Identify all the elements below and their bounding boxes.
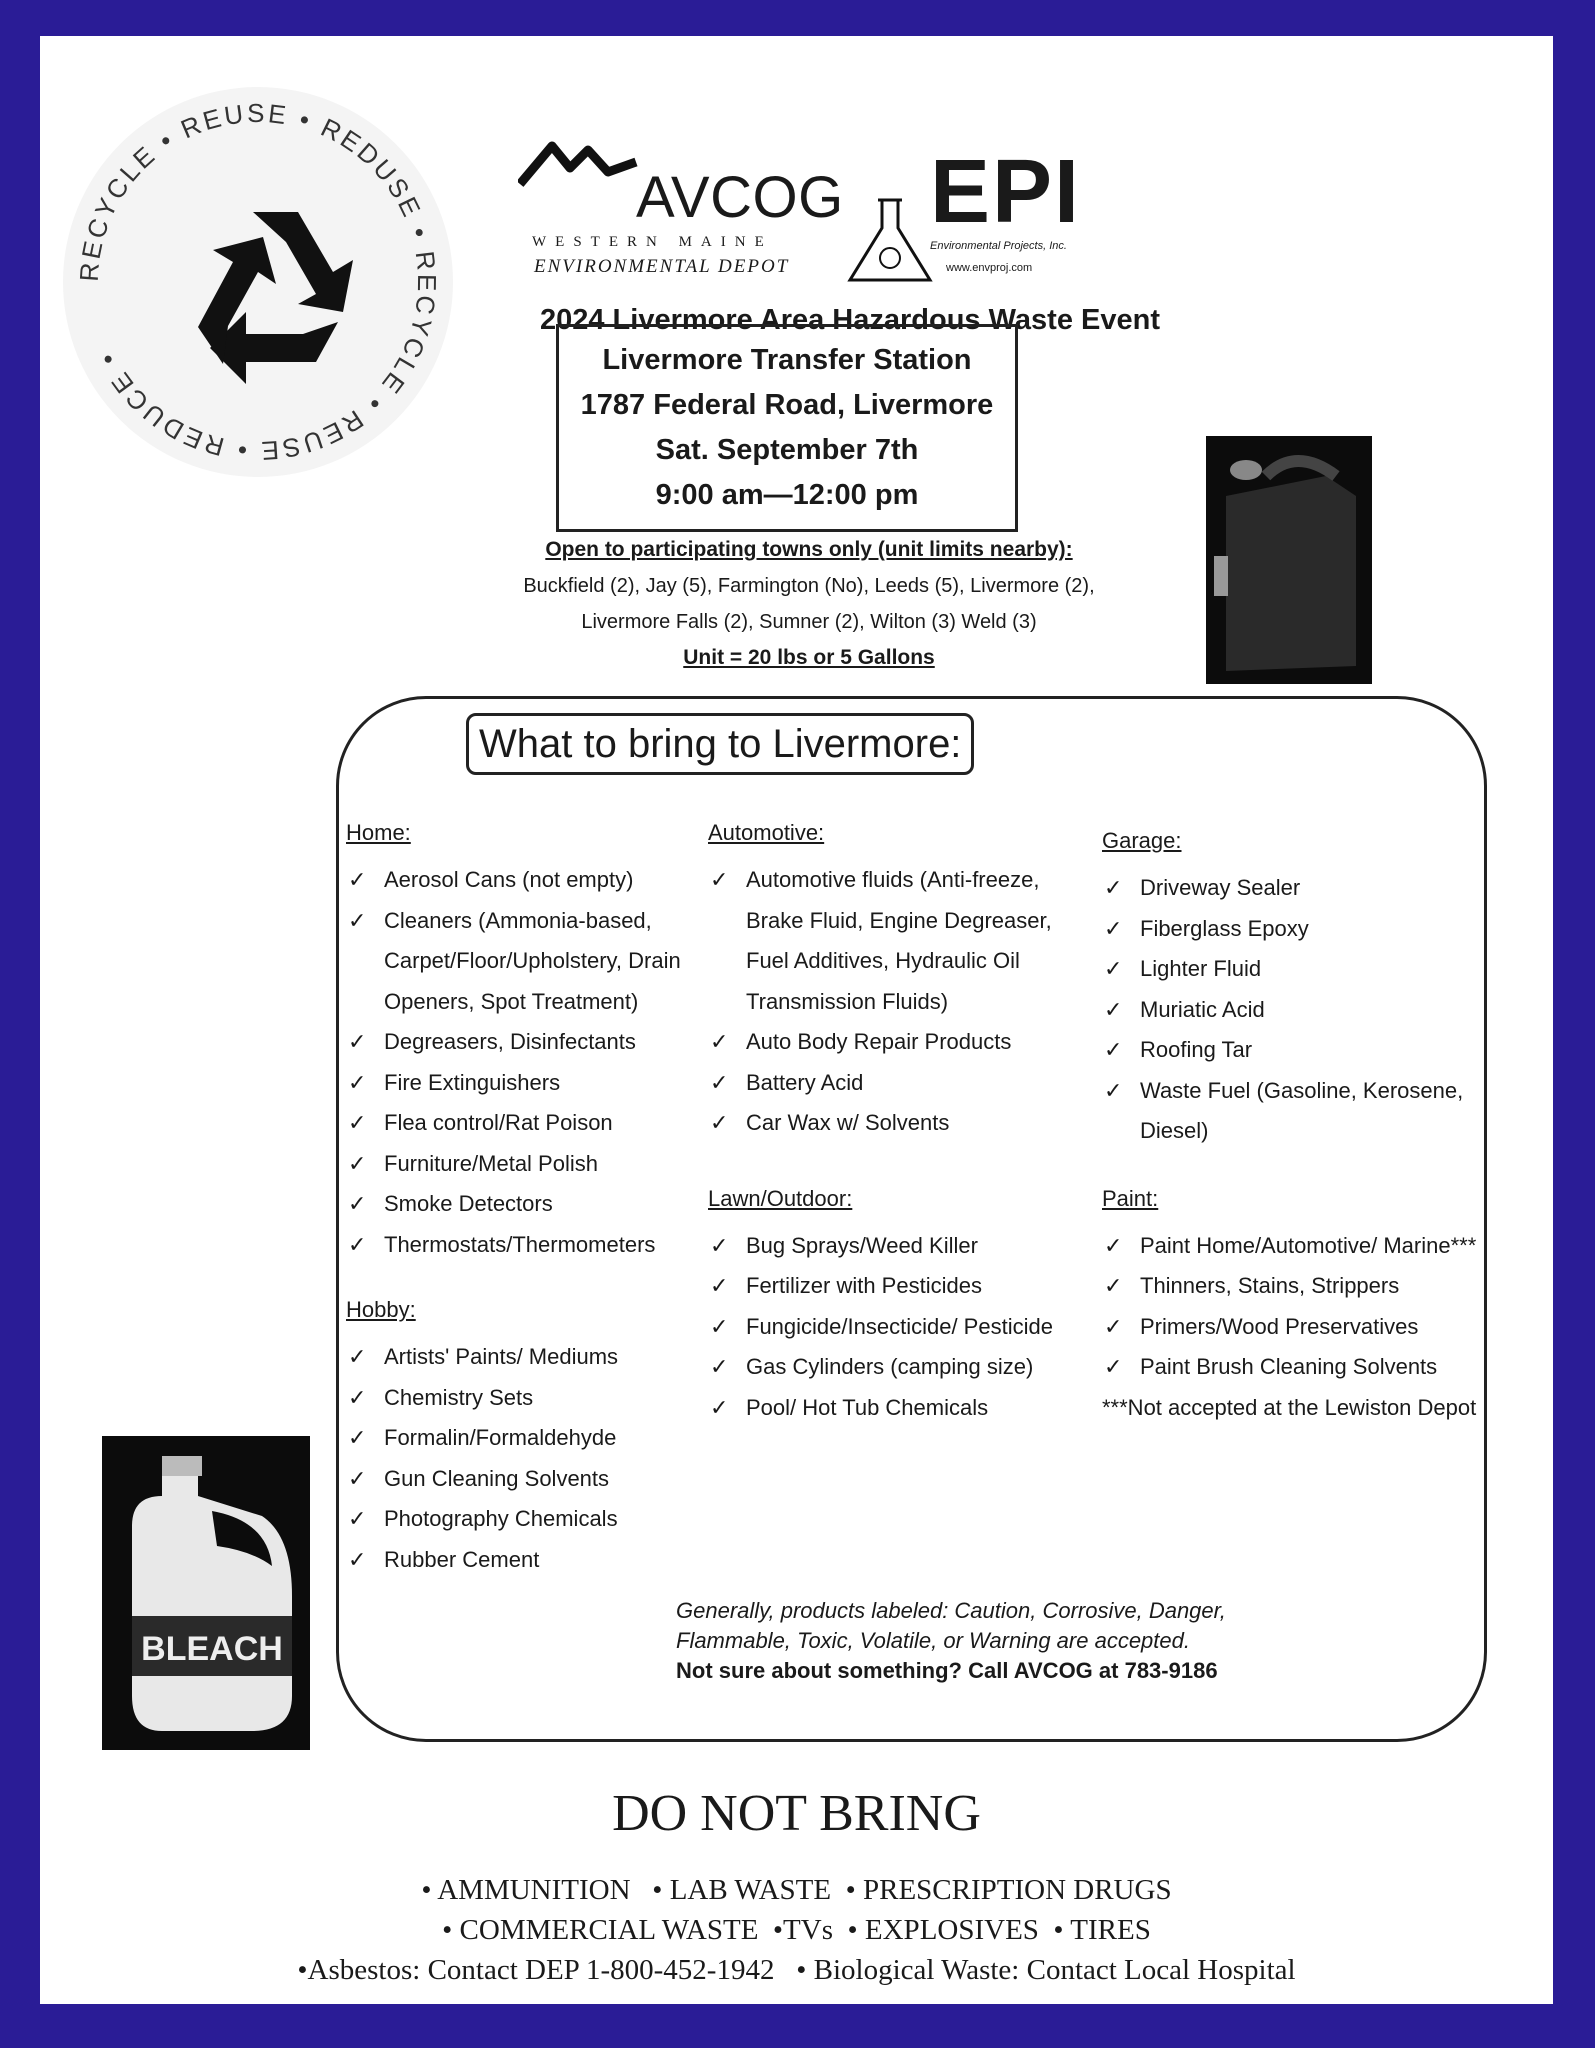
list-item: ✓ Fire Extinguishers xyxy=(346,1063,736,1104)
list-item: ✓ Photography Chemicals xyxy=(346,1499,736,1540)
list-item: ✓ Pool/ Hot Tub Chemicals xyxy=(708,1388,1098,1429)
list-item: ✓ Degreasers, Disinfectants xyxy=(346,1022,736,1063)
home-list xyxy=(346,860,736,1265)
list-item: ✓ Artists' Paints/ Mediums xyxy=(346,1337,736,1378)
flask-icon xyxy=(840,196,940,286)
list-item: ✓ Smoke Detectors xyxy=(346,1184,736,1225)
list-item: ✓ Battery Acid xyxy=(708,1063,1098,1104)
list-item: ✓ Gas Cylinders (camping size) xyxy=(708,1347,1098,1388)
avcog-logo-depot: ENVIRONMENTAL DEPOT xyxy=(534,256,790,277)
paint-list xyxy=(1102,1226,1502,1388)
epi-logo-website: www.envproj.com xyxy=(946,262,1033,274)
list-item: ✓ Fiberglass Epoxy xyxy=(1102,909,1502,950)
unit-definition: Unit = 20 lbs or 5 Gallons xyxy=(683,646,935,669)
list-item: ✓ Muriatic Acid xyxy=(1102,990,1502,1031)
list-item: ✓ Car Wax w/ Solvents xyxy=(708,1103,1098,1144)
recycle-seal-icon xyxy=(48,72,468,492)
avcog-logo-subtitle: WESTERN MAINE xyxy=(532,234,773,250)
list-item: ✓ Thermostats/Thermometers xyxy=(346,1225,736,1266)
column-automotive-lawn xyxy=(708,816,1098,1428)
do-not-bring-title: DO NOT BRING xyxy=(612,1785,981,1842)
list-item: ✓ Paint Home/Automotive/ Marine*** xyxy=(1102,1226,1502,1267)
garage-heading: Garage: xyxy=(1102,828,1182,853)
paint-heading: Paint: xyxy=(1102,1185,1159,1211)
bleach-bottle-image xyxy=(102,1436,310,1750)
lawn-list xyxy=(708,1226,1098,1429)
participating-towns xyxy=(444,532,1174,676)
list-item: ✓ Cleaners (Ammonia-based, Carpet/Floor/Upholstery, Drain Openers, Spot Treatment) xyxy=(346,901,736,1023)
event-time: 9:00 am—12:00 pm xyxy=(655,479,919,511)
list-item: ✓ Bug Sprays/Weed Killer xyxy=(708,1226,1098,1267)
column-garage-paint xyxy=(1102,824,1502,1428)
do-not-bring-list xyxy=(40,1870,1553,1990)
list-item: ✓ Primers/Wood Preservatives xyxy=(1102,1307,1502,1348)
list-item: ✓ Fertilizer with Pesticides xyxy=(708,1266,1098,1307)
list-item: ✓ Driveway Sealer xyxy=(1102,868,1502,909)
avcog-logo-name: AVCOG xyxy=(636,165,844,230)
do-not-bring-line-1: • AMMUNITION • LAB WASTE • PRESCRIPTION DRUGS xyxy=(421,1874,1172,1906)
list-item: ✓ Roofing Tar xyxy=(1102,1030,1502,1071)
panel-title: What to bring to Livermore: xyxy=(466,713,974,775)
lawn-heading: Lawn/Outdoor: xyxy=(708,1185,853,1211)
list-item: ✓ Auto Body Repair Products xyxy=(708,1022,1098,1063)
list-item: ✓ Aerosol Cans (not empty) xyxy=(346,860,736,901)
list-item: ✓ Flea control/Rat Poison xyxy=(346,1103,736,1144)
hobby-list xyxy=(346,1337,736,1580)
garage-list xyxy=(1102,868,1502,1152)
towns-heading: Open to participating towns only (unit limits nearby): xyxy=(545,538,1073,561)
list-item: ✓ Waste Fuel (Gasoline, Kerosene, Diesel) xyxy=(1102,1071,1502,1152)
do-not-bring-line-3: •Asbestos: Contact DEP 1-800-452-1942 • Biological Waste: Contact Local Hospital xyxy=(297,1954,1296,1986)
event-title: 2024 Livermore Area Hazardous Waste Event xyxy=(539,304,1160,336)
list-item: ✓ Formalin/Formaldehyde xyxy=(346,1418,736,1459)
gas-can-image xyxy=(1206,436,1372,684)
bleach-label: BLEACH xyxy=(141,1630,283,1668)
list-item: ✓ Furniture/Metal Polish xyxy=(346,1144,736,1185)
list-item: ✓ Rubber Cement xyxy=(346,1540,736,1581)
epi-logo-name: EPI xyxy=(930,142,1082,242)
list-item: ✓ Fungicide/Insecticide/ Pesticide xyxy=(708,1307,1098,1348)
column-home-hobby xyxy=(346,816,736,1580)
seal-ring-text: RECYCLE • REUSE • REDUSE • RECYCLE • REUSE • REDUCE • xyxy=(73,97,443,467)
event-date: Sat. September 7th xyxy=(655,434,919,466)
list-item: ✓ Gun Cleaning Solvents xyxy=(346,1459,736,1500)
automotive-list xyxy=(708,860,1098,1144)
epi-logo-company: Environmental Projects, Inc. xyxy=(930,240,1067,252)
event-info-box xyxy=(556,324,1018,532)
list-item: ✓ Chemistry Sets xyxy=(346,1378,736,1419)
list-item: ✓ Thinners, Stains, Strippers xyxy=(1102,1266,1502,1307)
list-item: ✓ Paint Brush Cleaning Solvents xyxy=(1102,1347,1502,1388)
event-location: Livermore Transfer Station xyxy=(602,344,972,376)
paint-note: ***Not accepted at the Lewiston Depot xyxy=(1102,1394,1477,1420)
automotive-heading: Automotive: xyxy=(708,820,825,845)
list-item: ✓ Lighter Fluid xyxy=(1102,949,1502,990)
contact-avcog-text: Not sure about something? Call AVCOG at 783-9186 xyxy=(676,1658,1218,1683)
home-heading: Home: xyxy=(346,820,411,845)
do-not-bring-line-2: • COMMERCIAL WASTE •TVs • EXPLOSIVES • TIRES xyxy=(442,1914,1151,1946)
event-address: 1787 Federal Road, Livermore xyxy=(580,389,994,421)
flyer-page xyxy=(40,36,1553,2004)
avcog-mountain-icon xyxy=(518,132,648,192)
general-labels-text: Generally, products labeled: Caution, Corrosive, Danger, Flammable, Toxic, Volatile, or Warning are accepted. xyxy=(676,1598,1226,1653)
towns-line-2: Livermore Falls (2), Sumner (2), Wilton (3) Weld (3) xyxy=(581,611,1037,633)
towns-line-1: Buckfield (2), Jay (5), Farmington (No), Leeds (5), Livermore (2), xyxy=(523,575,1095,597)
hobby-heading: Hobby: xyxy=(346,1297,416,1322)
general-acceptance-note xyxy=(676,1596,1336,1686)
list-item: ✓ Automotive fluids (Anti-freeze, Brake Fluid, Engine Degreaser, Fuel Additives, Hydraulic Oil Transmission Fluids) xyxy=(708,860,1098,1022)
